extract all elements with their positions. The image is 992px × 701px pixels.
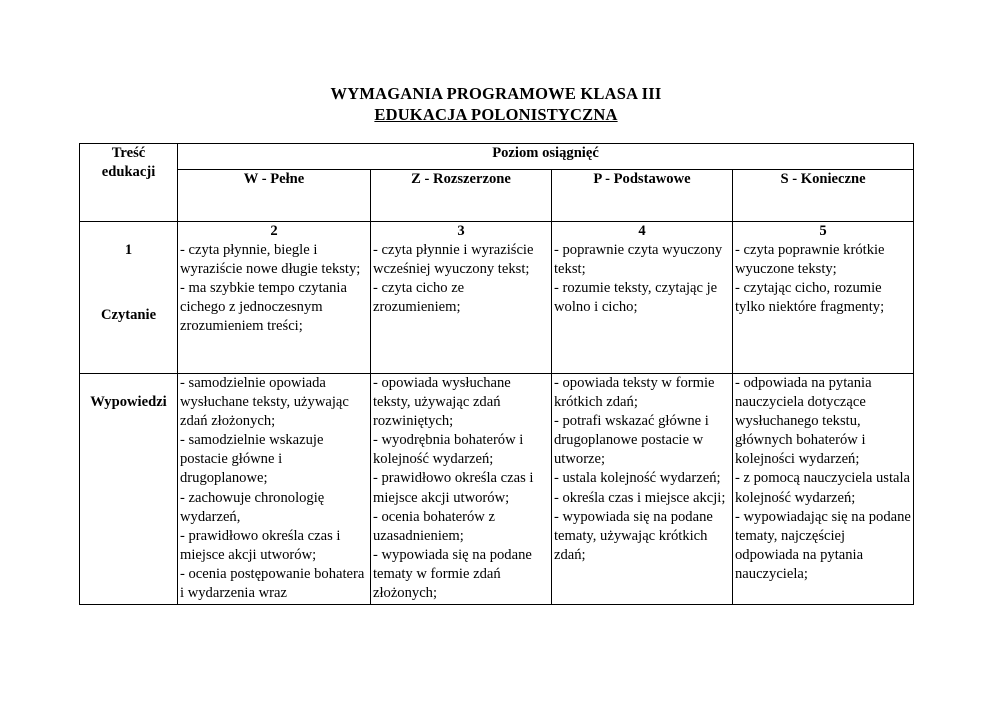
cell-czytanie-p bbox=[552, 222, 733, 374]
cell-czytanie-w bbox=[178, 222, 371, 374]
cell-czytanie-z bbox=[371, 222, 552, 374]
column-number-4: 4 bbox=[638, 223, 646, 239]
level-header: Poziom osiągnięć bbox=[178, 144, 914, 170]
level-s-header: S - Konieczne bbox=[733, 170, 914, 222]
levels-row bbox=[80, 170, 914, 222]
cell-wypowiedzi-s: - odpowiada na pytania nauczyciela dotyczące wysłuchanego tekstu, głównych bohaterów i kolejności wydarzeń; - z pomocą nauczyciela ustala kolejność wydarzeń; - wypowiadając się na podane tematy, najczęściej odpowiada na pytania nauczyciela; bbox=[733, 374, 914, 605]
document-header bbox=[0, 83, 992, 125]
cell-wypowiedzi-z: - opowiada wysłuchane teksty, używając zdań rozwiniętych; - wyodrębnia bohaterów i kolejność wydarzeń; - prawidłowo określa czas i miejsce akcji utworów; - ocenia bohaterów z uzasadnieniem; - wypowiada się na podane tematy w formie zdań złożonych; bbox=[371, 374, 552, 605]
column-number-3: 3 bbox=[457, 223, 465, 239]
table-row-czytanie bbox=[80, 222, 914, 374]
cell-wypowiedzi-p: - opowiada teksty w formie krótkich zdań; - potrafi wskazać główne i drugoplanowe postacie w utworze; - ustala kolejność wydarzeń; - określa czas i miejsce akcji; - wypowiada się na podane tematy, używając krótkich zdań; bbox=[552, 374, 733, 605]
cell-text: - czyta poprawnie krótkie wyuczone teksty; - czytając cicho, rozumie tylko niektóre fragmenty; bbox=[735, 242, 885, 316]
table-header-row bbox=[80, 144, 914, 170]
category-label-czytanie: Czytanie bbox=[100, 307, 157, 324]
category-label-wypowiedzi: Wypowiedzi bbox=[80, 374, 178, 605]
cell-text: - czyta płynnie i wyraziście wcześniej wyuczony tekst; - czyta cicho ze zrozumieniem; bbox=[373, 242, 534, 316]
cell-text: - czyta płynnie, biegle i wyraziście nowe długie teksty; - ma szybkie tempo czytania cichego z jednoczesnym zrozumieniem treści; bbox=[180, 242, 361, 335]
column-number-1: 1 bbox=[124, 242, 133, 259]
cell-text: - poprawnie czyta wyuczony tekst; - rozumie teksty, czytając je wolno i cicho; bbox=[554, 242, 723, 316]
level-z-header: Z - Rozszerzone bbox=[371, 170, 552, 222]
cell-wypowiedzi-w: - samodzielnie opowiada wysłuchane teksty, używając zdań złożonych; - samodzielnie wskazuje postacie główne i drugoplanowe; - zachowuje chronologię wydarzeń, - prawidłowo określa czas i miejsce akcji utworów; - ocenia postępowanie bohatera i wydarzenia wraz bbox=[178, 374, 371, 605]
level-w-header: W - Pełne bbox=[178, 170, 371, 222]
column-number-2: 2 bbox=[270, 223, 278, 239]
document-title: WYMAGANIA PROGRAMOWE KLASA III bbox=[330, 84, 662, 103]
cell-czytanie-s bbox=[733, 222, 914, 374]
level-p-header: P - Podstawowe bbox=[552, 170, 733, 222]
category-cell-czytanie bbox=[80, 222, 178, 374]
table-row-wypowiedzi bbox=[80, 374, 914, 605]
document-subtitle: EDUKACJA POLONISTYCZNA bbox=[374, 105, 618, 124]
requirements-table bbox=[79, 143, 914, 605]
content-header: Treść edukacji bbox=[80, 144, 178, 222]
column-number-5: 5 bbox=[819, 223, 827, 239]
